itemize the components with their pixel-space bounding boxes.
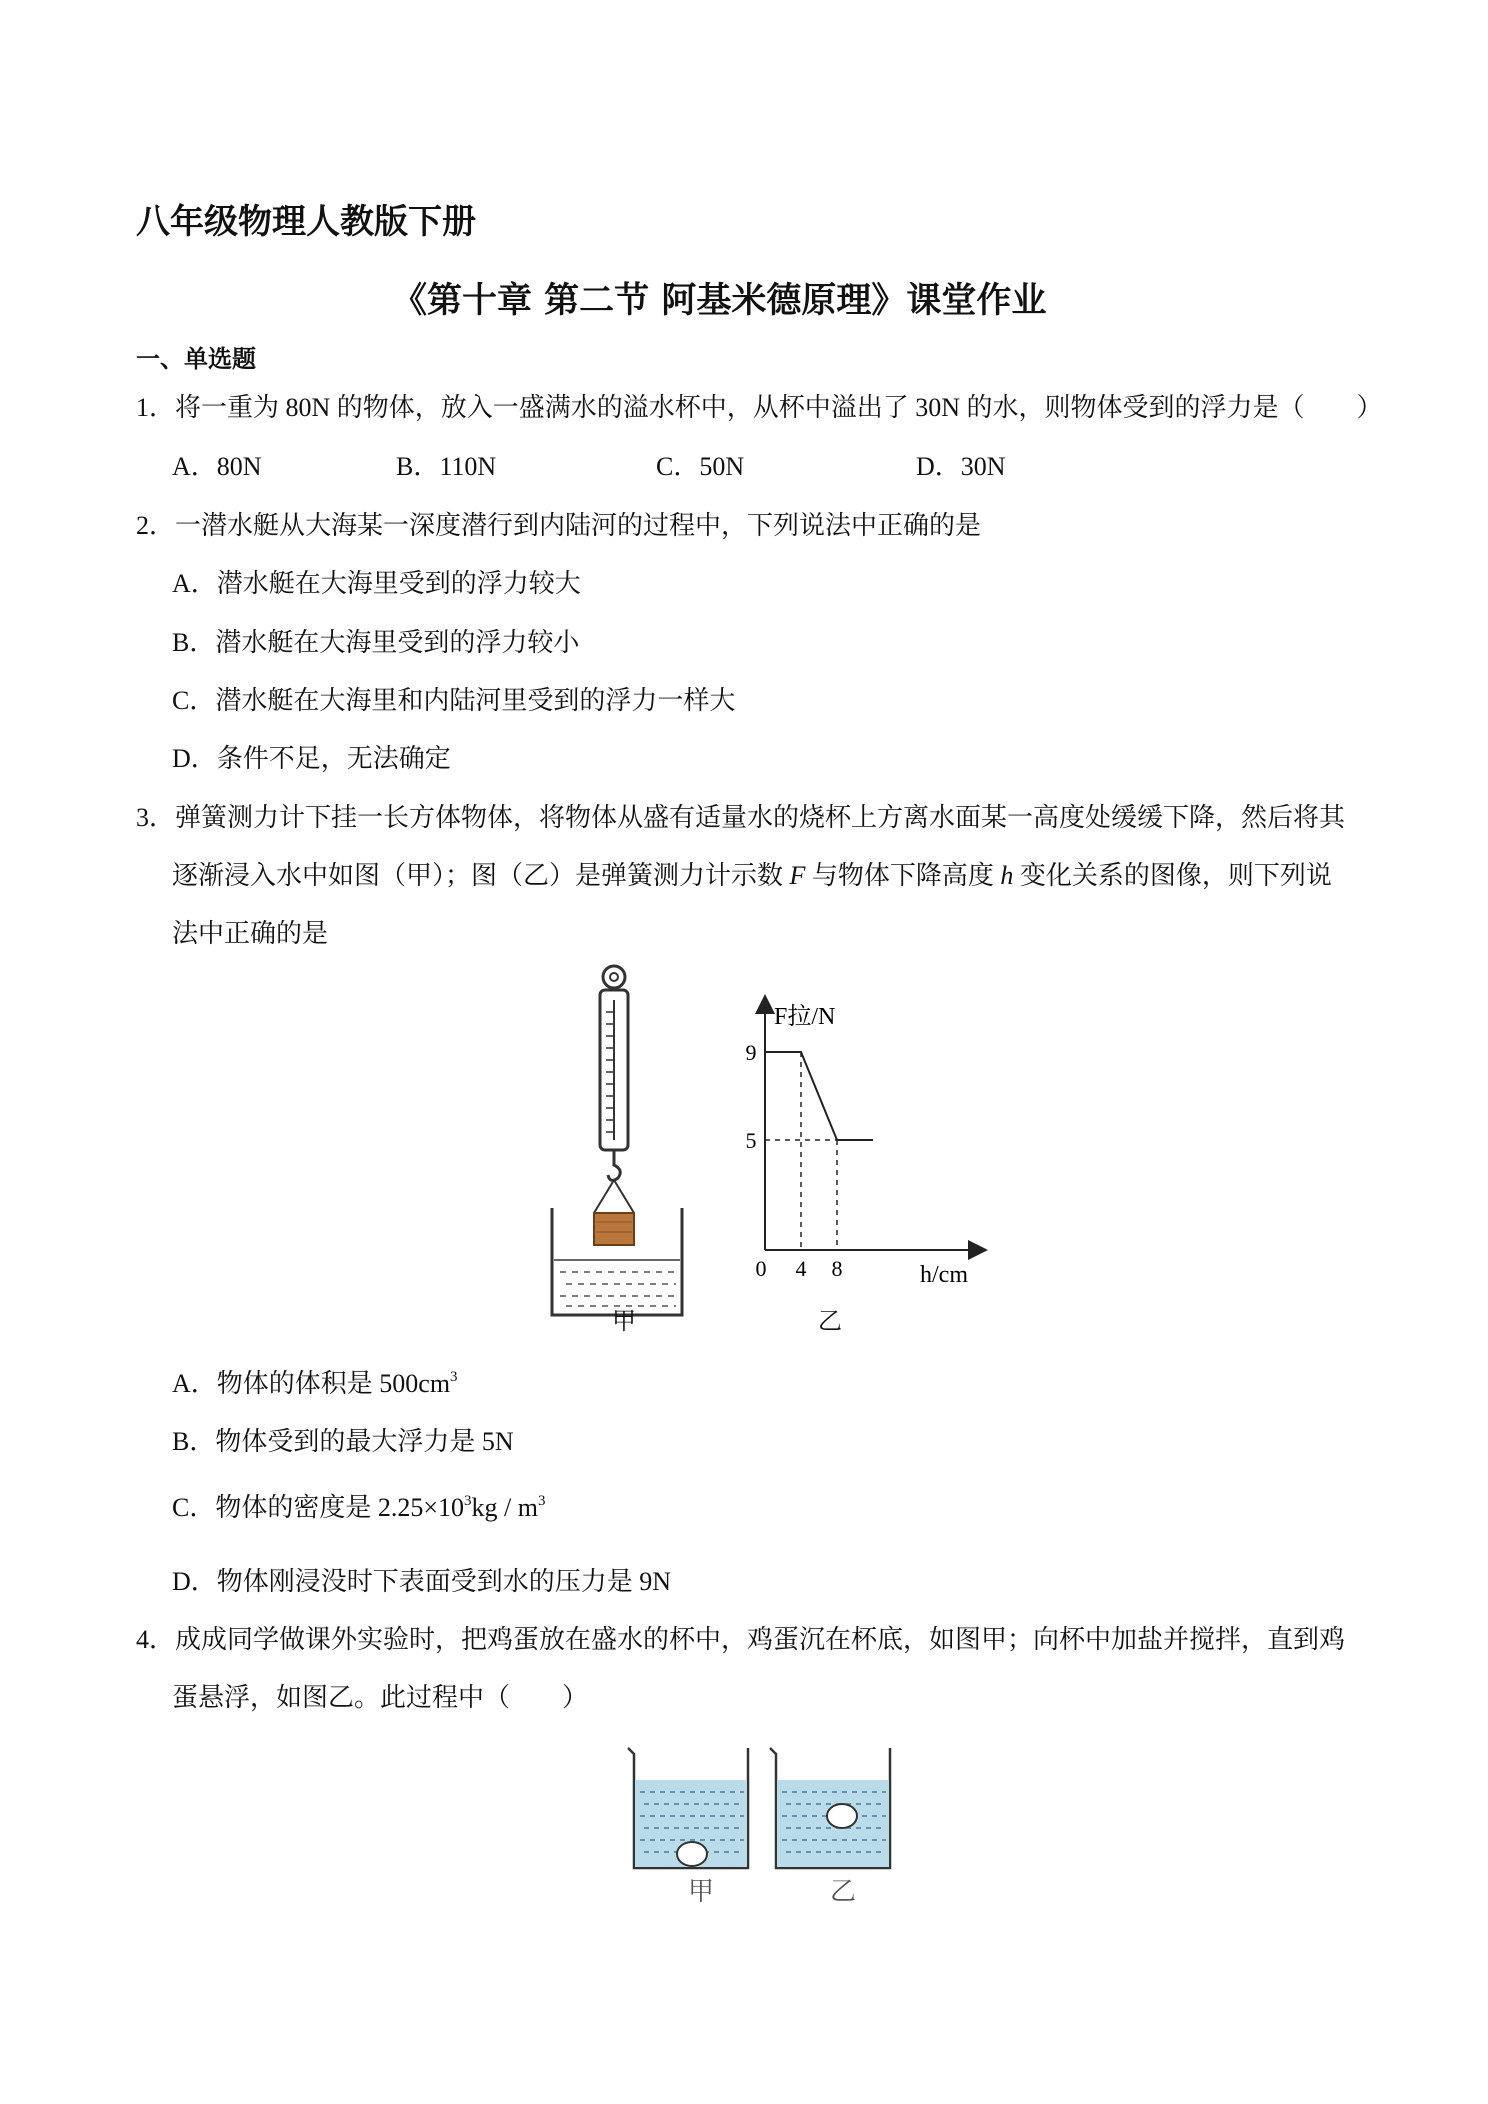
- q3-option-d: D．物体刚浸没时下表面受到水的压力是 9N: [172, 1567, 672, 1596]
- figure-3-graph: [740, 990, 1000, 1290]
- water-dashes: [560, 1272, 676, 1306]
- figure-4-caption-left: 甲: [688, 1877, 715, 1906]
- graph-x-tick-8: 8: [831, 1256, 843, 1281]
- q3-option-c-text: C．物体的密度是 2.25×10: [172, 1493, 465, 1522]
- q2-option-b: B．潜水艇在大海里受到的浮力较小: [172, 628, 580, 657]
- question-3-line-2: [172, 858, 1332, 894]
- q3-option-b: B．物体受到的最大浮力是 5N: [172, 1427, 514, 1456]
- graph-y-tick-5: 5: [745, 1128, 757, 1153]
- q3-option-c: [172, 1490, 545, 1526]
- q2-option-d: D．条件不足，无法确定: [172, 744, 451, 773]
- q3-option-c-unit: kg / m: [471, 1493, 538, 1522]
- q3-option-a-text: A．物体的体积是 500cm: [172, 1369, 451, 1398]
- wooden-block: [594, 1213, 634, 1245]
- grade-title: 八年级物理人教版下册: [136, 202, 476, 242]
- graph-x-tick-4: 4: [795, 1256, 807, 1281]
- q2-option-a: A．潜水艇在大海里受到的浮力较大: [172, 569, 581, 598]
- q3-option-a-sup: 3: [450, 1369, 458, 1385]
- figure-3-caption-left: 甲: [612, 1309, 636, 1335]
- figure-3-apparatus: [540, 960, 710, 1335]
- q3-option-c-sup: 3: [464, 1493, 472, 1509]
- question-4-line-2: 蛋悬浮，如图乙。此过程中（ ）: [172, 1683, 589, 1712]
- q3-option-a: [172, 1366, 458, 1402]
- document-title: 《第十章 第二节 阿基米德原理》课堂作业: [392, 281, 1047, 321]
- q1-option-c: C．50N: [656, 452, 745, 481]
- question-1-text: 1．将一重为 80N 的物体，放入一盛满水的溢水杯中，从杯中溢出了 30N 的水，则物体受到的浮力是（ ）: [136, 393, 1383, 422]
- scale-ring: [603, 966, 625, 988]
- question-3-line-1: 3．弹簧测力计下挂一长方体物体，将物体从盛有适量水的烧杯上方离水面某一高度处缓缓下降，然后将其: [136, 803, 1346, 832]
- question-4-line-1: 4．成成同学做课外实验时，把鸡蛋放在盛水的杯中，鸡蛋沉在杯底，如图甲；向杯中加盐并搅拌，直到鸡: [136, 1625, 1346, 1654]
- scale-hook: [608, 1150, 620, 1180]
- q2-option-c: C．潜水艇在大海里和内陆河里受到的浮力一样大: [172, 686, 736, 715]
- figure-4-caption-right: 乙: [830, 1877, 857, 1906]
- egg-right: [827, 1804, 857, 1828]
- q3-line2-a: 逐渐浸入水中如图（甲）；图（乙）是弹簧测力计示数: [172, 861, 784, 890]
- section-title: 一、单选题: [136, 345, 256, 373]
- question-3-line-3: 法中正确的是: [172, 919, 329, 948]
- q3-line2-c: 变化关系的图像，则下列说: [1019, 861, 1332, 890]
- q3-option-c-sup2: 3: [537, 1493, 546, 1509]
- q3-line2-b: 与物体下降高度: [811, 861, 994, 890]
- graph-x-tick-0: 0: [755, 1256, 767, 1281]
- figure-3-caption-right: 乙: [818, 1309, 842, 1335]
- q1-option-b: B．110N: [396, 452, 497, 481]
- graph-y-tick-9: 9: [745, 1040, 757, 1065]
- graph-y-label: F拉/N: [774, 1004, 836, 1030]
- graph-series-line: [765, 1052, 873, 1140]
- q3-variable-F: F: [789, 861, 806, 890]
- q1-option-d: D．30N: [916, 452, 1006, 481]
- graph-x-label: h/cm: [920, 1262, 968, 1288]
- question-2-text: 2．一潜水艇从大海某一深度潜行到内陆河的过程中，下列说法中正确的是: [136, 511, 982, 540]
- figure-4-beakers: [620, 1740, 910, 1890]
- q3-variable-h: h: [1000, 861, 1014, 890]
- q1-option-a: A．80N: [172, 452, 262, 481]
- egg-left: [677, 1842, 707, 1866]
